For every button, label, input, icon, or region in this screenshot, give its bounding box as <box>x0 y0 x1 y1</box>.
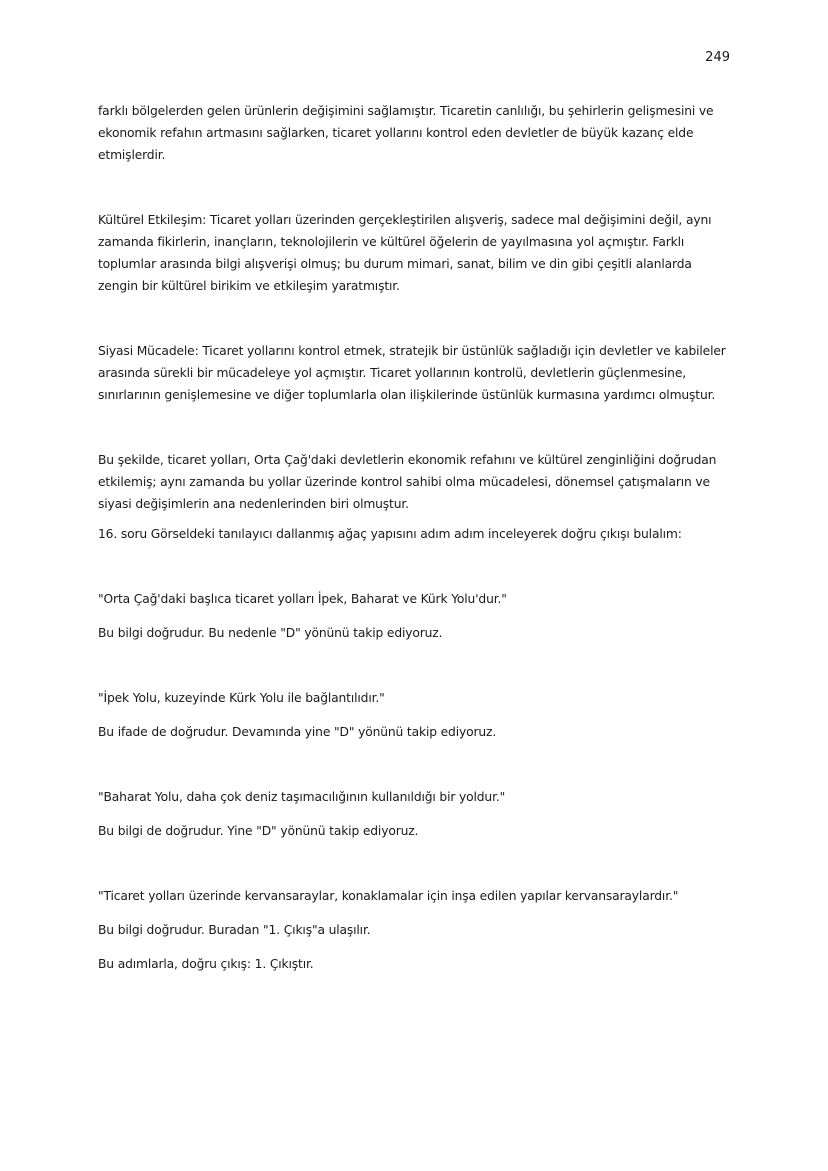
step-3-answer: Bu bilgi de doğrudur. Yine "D" yönünü takip ediyoruz. <box>98 824 419 838</box>
paragraph-intro: farklı bölgelerden gelen ürünlerin değişimini sağlamıştır. Ticaretin canlılığı, bu şehirlerin gelişmesini ve ekonomik refahın artmasını sağlarken, ticaret yollarını kontrol eden devletler de büyük kazanç elde etmişlerdir. <box>98 104 714 162</box>
paragraph-conclusion: Bu şekilde, ticaret yolları, Orta Çağ'daki devletlerin ekonomik refahını ve kültürel zenginliğini doğrudan etkilemiş; aynı zamanda bu yollar üzerinde kontrol sahibi olma mücadelesi, dönemsel çatışmaların ve siyasi değişimlerin ana nedenlerinden biri olmuştur. <box>98 453 717 511</box>
final-conclusion: Bu adımlarla, doğru çıkış: 1. Çıkıştır. <box>98 957 314 971</box>
paragraph-cultural-interaction: Kültürel Etkileşim: Ticaret yolları üzerinden gerçekleştirilen alışveriş, sadece mal değişimini değil, aynı zamanda fikirlerin, inançların, teknolojilerin ve kültürel öğelerin de yayılmasına yol açmıştır. Farklı toplumlar arasında bilgi alışverişi olmuş; bu durum mimari, sanat, bilim ve din gibi çeşitli alanlarda zengin bir kültürel birikim ve etkileşim yaratmıştır. <box>98 213 712 293</box>
step-1-statement: "Orta Çağ'daki başlıca ticaret yolları İpek, Baharat ve Kürk Yolu'dur." <box>98 592 507 606</box>
step-2-answer: Bu ifade de doğrudur. Devamında yine "D" yönünü takip ediyoruz. <box>98 725 497 739</box>
step-1-answer: Bu bilgi doğrudur. Bu nedenle "D" yönünü takip ediyoruz. <box>98 626 443 640</box>
question-intro: 16. soru Görseldeki tanılayıcı dallanmış ağaç yapısını adım adım inceleyerek doğru çıkışı bulalım: <box>98 527 682 541</box>
step-2-statement: "İpek Yolu, kuzeyinde Kürk Yolu ile bağlantılıdır." <box>98 691 385 705</box>
step-3-statement: "Baharat Yolu, daha çok deniz taşımacılığının kullanıldığı bir yoldur." <box>98 790 506 804</box>
step-4-statement: "Ticaret yolları üzerinde kervansaraylar, konaklamalar için inşa edilen yapılar kervansaraylardır." <box>98 889 679 903</box>
paragraph-political-struggle: Siyasi Mücadele: Ticaret yollarını kontrol etmek, stratejik bir üstünlük sağladığı için devletler ve kabileler arasında sürekli bir mücadeleye yol açmıştır. Ticaret yollarının kontrolü, devletlerin güçlenmesine, sınırlarının genişlemesine ve diğer toplumlarla olan ilişkilerinde üstünlük kurmasına yardımcı olmuştur. <box>98 344 726 402</box>
document-body <box>98 100 730 975</box>
page-number: 249 <box>705 50 730 65</box>
step-4-answer: Bu bilgi doğrudur. Buradan "1. Çıkış"a ulaşılır. <box>98 923 371 937</box>
